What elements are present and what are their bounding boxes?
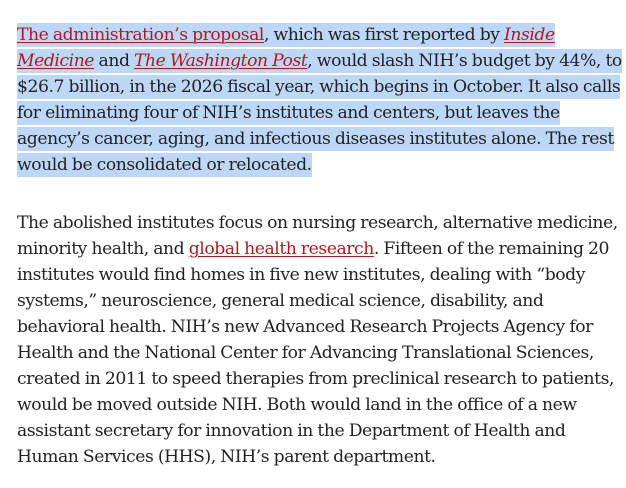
paragraph-text: The abolished institutes focus on nursing research, alternative medicine, minority health, and — [17, 213, 618, 259]
link-washington-post[interactable]: The Washington Post — [134, 51, 308, 71]
link-inside-medicine[interactable]: Inside Medicine — [17, 25, 555, 71]
paragraph-text: , which was first reported by — [263, 25, 505, 45]
text-selection-highlight[interactable] — [17, 23, 622, 177]
paragraph-text: , would slash NIH’s budget by 44%, to $26.7 billion, in the 2026 fiscal year, which begins in October. It also calls for eliminating four of NIH’s institutes and centers, but leaves the agency’s cancer, aging, and infectious diseases institutes alone. The rest would be consolidated or relocated. — [17, 51, 622, 175]
paragraph-abolished-institutes — [17, 210, 623, 470]
paragraph-text: and — [94, 51, 135, 71]
paragraph-proposal — [17, 22, 623, 178]
paragraph-text: . Fifteen of the remaining 20 institutes would find homes in five new institutes, dealing with “body systems,” neuroscience, general medical science, disability, and behavioral health. NIH’s new Advanced Research Projects Agency for Health and the National Center for Advancing Translational Sciences, created in 2011 to speed therapies from preclinical research to patients, would be moved outside NIH. Both would land in the office of a new assistant secretary for innovation in the Department of Health and Human Services (HHS), NIH’s parent department. — [17, 239, 615, 467]
article-body — [17, 22, 623, 470]
link-administration-proposal[interactable]: The administration’s proposal — [17, 25, 264, 45]
link-global-health-research[interactable]: global health research — [188, 239, 374, 259]
